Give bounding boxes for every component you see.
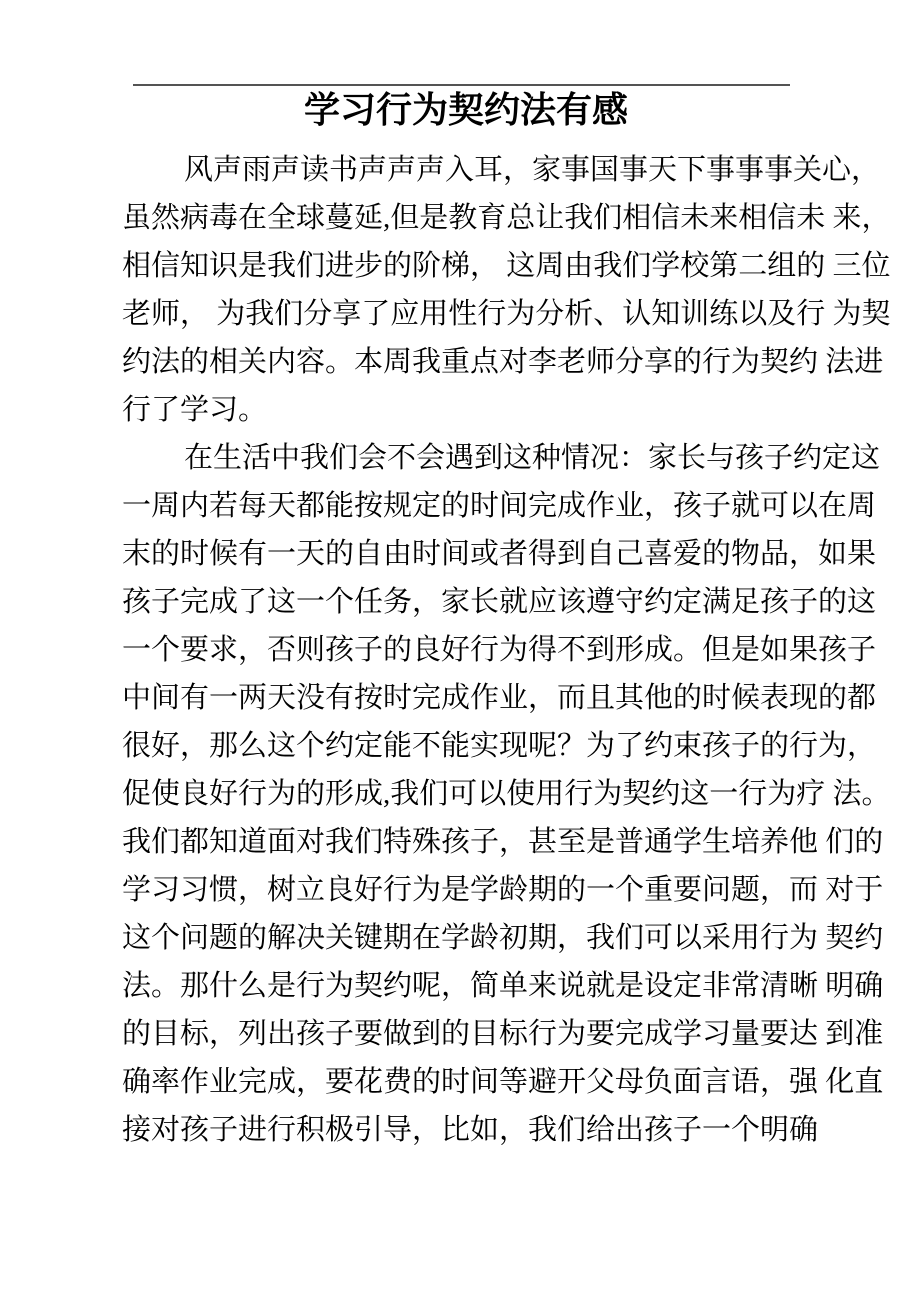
text-line: 在生活中我们会不会遇到这种情况：家长与孩子约定这 — [184, 442, 881, 474]
text-line: 确率作业完成，要花费的时间等避开父母负面言语，强 化直 — [122, 1066, 884, 1098]
paragraph — [122, 146, 891, 434]
text-line: 的目标，列出孩子要做到的目标行为要完成学习量要达 到准 — [122, 1018, 884, 1050]
text-line: 促使良好行为的形成,我们可以使用行为契约这一行为疗 法。 — [122, 778, 891, 810]
paragraph — [122, 434, 891, 1154]
text-line: 一周内若每天都能按规定的时间完成作业，孩子就可以在周 — [122, 490, 877, 522]
text-line: 我们都知道面对我们特殊孩子，甚至是普通学生培养他 们的 — [122, 826, 884, 858]
text-line: 学习习惯，树立良好行为是学龄期的一个重要问题，而 对于 — [122, 874, 884, 906]
text-line: 一个要求，否则孩子的良好行为得不到形成。但是如果孩子 — [122, 634, 877, 666]
page-title: 学习行为契约法有感 — [303, 90, 628, 130]
text-line: 风声雨声读书声声声入耳，家事国事天下事事事关心， — [184, 154, 881, 186]
text-line: 虽然病毒在全球蔓延,但是教育总让我们相信未来相信未 来， — [122, 202, 891, 234]
document-body — [122, 146, 891, 1154]
text-line: 相信知识是我们进步的阶梯， 这周由我们学校第二组的 三位 — [122, 250, 891, 282]
text-line: 接对孩子进行积极引导，比如，我们给出孩子一个明确 — [122, 1114, 819, 1146]
text-line: 法。那什么是行为契约呢，简单来说就是设定非常清晰 明确 — [122, 970, 884, 1002]
text-line: 很好，那么这个约定能不能实现呢？为了约束孩子的行为， — [122, 730, 877, 762]
text-line: 老师， 为我们分享了应用性行为分析、认知训练以及行 为契 — [122, 298, 891, 330]
text-line: 孩子完成了这一个任务，家长就应该遵守约定满足孩子的这 — [122, 586, 877, 618]
text-line: 中间有一两天没有按时完成作业，而且其他的时候表现的都 — [122, 682, 877, 714]
text-line: 行了学习。 — [122, 394, 268, 426]
text-line: 末的时候有一天的自由时间或者得到自己喜爱的物品，如果 — [122, 538, 877, 570]
text-line: 这个问题的解决关键期在学龄初期，我们可以采用行为 契约 — [122, 922, 884, 954]
text-line: 约法的相关内容。本周我重点对李老师分享的行为契约 法进 — [122, 346, 884, 378]
